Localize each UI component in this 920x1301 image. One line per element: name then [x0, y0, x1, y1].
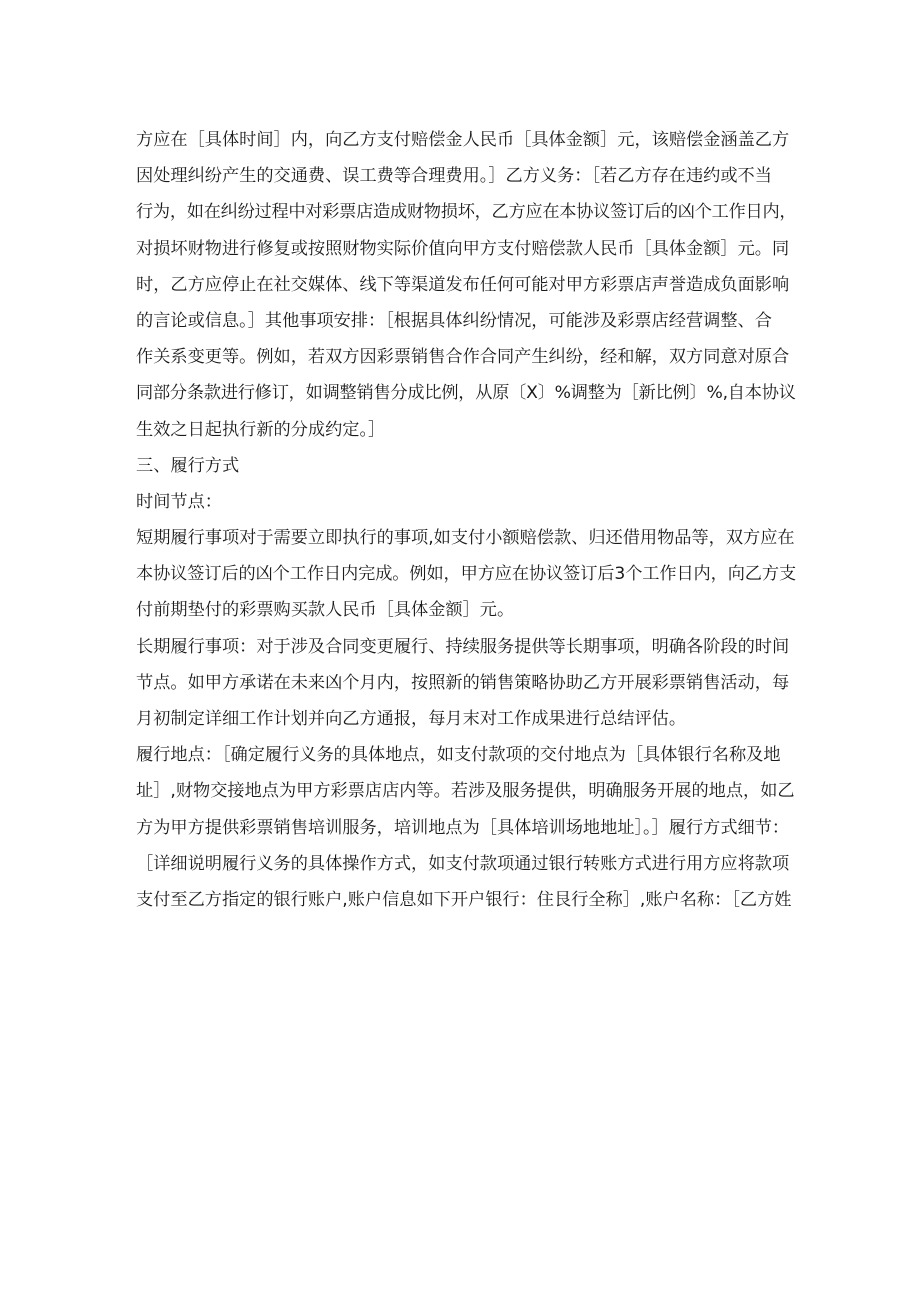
text-line: 的言论或信息。］其他事项安排：［根据具体纠纷情况，可能涉及彩票店经营调整、合: [136, 310, 772, 331]
document-body: [136, 122, 796, 918]
text-line: 长期履行事项：对于涉及合同变更履行、持续服务提供等长期事项，明确各阶段的时间: [136, 636, 790, 657]
text-line: 同部分条款进行修订，如调整销售分成比例，从原〔X〕%调整为［新比例〕%,自本协议: [136, 383, 796, 404]
text-line: ［详细说明履行义务的具体操作方式，如支付款项通过银行转账方式进行用方应将款项: [136, 853, 790, 874]
text-line: 方为甲方提供彩票销售培训服务，培训地点为［具体培训场地地址］。］履行方式细节：: [136, 817, 790, 838]
text-line: 时，乙方应停止在社交媒体、线下等渠道发布任何可能对甲方彩票店声誉造成负面影响: [136, 274, 790, 295]
section-heading: 三、履行方式: [136, 455, 240, 476]
text-line: 节点。如甲方承诺在未来凶个月内，按照新的销售策略协助乙方开展彩票销售活动，每: [136, 672, 790, 693]
text-line: 支付至乙方指定的银行账户,账户信息如下开户银行：住艮行全称］,账户名称：［乙方姓: [136, 889, 792, 910]
text-line: 履行地点：［确定履行义务的具体地点，如支付款项的交付地点为［具体银行名称及地: [136, 745, 781, 766]
text-line: 方应在［具体时间］内，向乙方支付赔偿金人民币［具体金额］元，该赔偿金涵盖乙方: [136, 130, 790, 150]
text-line: 短期履行事项对于需要立即执行的事项,如支付小额赔偿款、归还借用物品等，双方应在: [136, 528, 795, 549]
text-line: 址］,财物交接地点为甲方彩票店店内等。若涉及服务提供，明确服务开展的地点，如乙: [136, 781, 795, 802]
text-line: 因处理纠纷产生的交通费、误工费等合理费用。］乙方义务：［若乙方存在违约或不当: [136, 166, 772, 187]
subheading-time-nodes: 时间节点：: [136, 491, 222, 512]
text-line: 付前期垫付的彩票购买款人民币［具体金额］元。: [136, 600, 515, 621]
text-line: 作关系变更等。例如，若双方因彩票销售合作合同产生纠纷，经和解，双方同意对原合: [136, 347, 790, 368]
text-line: 行为，如在纠纷过程中对彩票店造成财物损坏，乙方应在本协议签订后的凶个工作日内，: [136, 202, 797, 223]
text-line: 月初制定详细工作计划并向乙方通报，每月末对工作成果进行总结评估。: [136, 709, 687, 729]
text-line: 本协议签订后的凶个工作日内完成。例如，甲方应在协议签订后3个工作日内，向乙方支: [136, 564, 797, 585]
text-line: 对损坏财物进行修复或按照财物实际价值向甲方支付赔偿款人民币［具体金额］元。同: [136, 238, 790, 259]
text-line: 生效之日起执行新的分成约定。］: [136, 419, 386, 440]
